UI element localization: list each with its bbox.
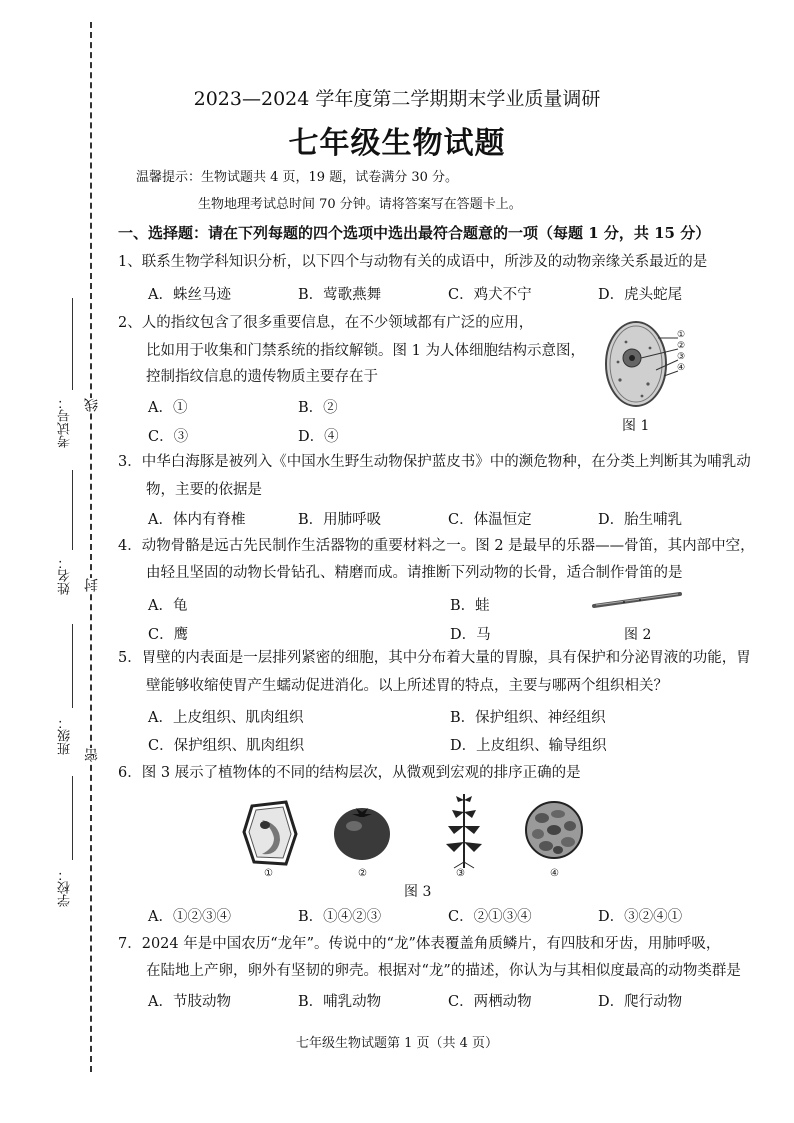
label-school: 学校：: [58, 868, 73, 907]
question-3-line-2: 物，主要的依据是: [146, 482, 262, 498]
question-5-line-2: 壁能够收缩使胃产生蠕动促进消化。以上所述胃的特点，主要与哪两个组织相关？: [146, 678, 668, 694]
q7-option-c: C．两栖动物: [448, 994, 532, 1010]
fig1-marker-4: ④: [677, 363, 686, 373]
figure-3-tomato: [332, 800, 392, 862]
q2-option-b: B．②: [298, 400, 338, 416]
field-school: [72, 776, 73, 860]
figure-1-markers: [677, 330, 685, 374]
binding-char-line: 线: [84, 398, 100, 412]
q2-option-c: C．③: [148, 429, 189, 445]
figure-3-plant: [436, 788, 492, 870]
question-2-line-1: 2、人的指纹包含了很多重要信息，在不少领域都有广泛的应用，: [118, 315, 534, 331]
label-name: 姓名：: [58, 556, 73, 595]
page-footer: 七年级生物试题第 1 页（共 4 页）: [295, 1036, 499, 1051]
question-4-line-1: 4．动物骨骼是远古先民制作生活器物的重要材料之一。图 2 是最早的乐器——骨笛，其内部中空，: [118, 538, 755, 554]
label-exam-number: 考试号：: [58, 396, 73, 448]
figure-2-bone-flute: [590, 588, 688, 612]
q2-option-a: A．①: [148, 400, 188, 416]
question-4-line-2: 由轻且坚固的动物长骨钻孔、精磨而成。请推断下列动物的长骨，适合制作骨笛的是: [146, 565, 683, 581]
figure-3-tissue: [524, 800, 584, 860]
q3-option-c: C．体温恒定: [448, 512, 532, 528]
q7-option-a: A．节肢动物: [148, 994, 231, 1010]
figure-2-caption: 图 2: [624, 627, 652, 643]
question-1: 1、联系生物学科知识分析，以下四个与动物有关的成语中，所涉及的动物亲缘关系最近的是: [118, 254, 708, 270]
tip-line-1: 温馨提示：生物试题共 4 页，19 题，试卷满分 30 分。: [136, 170, 459, 185]
q5-option-b: B．保护组织、神经组织: [450, 710, 606, 726]
q6-option-a: A．①②③④: [148, 909, 231, 925]
q4-option-a: A．龟: [148, 598, 188, 614]
question-2-line-3: 控制指纹信息的遗传物质主要存在于: [146, 369, 378, 385]
field-class: [72, 624, 73, 708]
q7-option-b: B．哺乳动物: [298, 994, 382, 1010]
section-heading: 一、选择题：请在下列每题的四个选项中选出最符合题意的一项（每题 1 分，共 15 分）: [118, 224, 711, 242]
field-name: [72, 470, 73, 550]
binding-dashed-line: [90, 22, 92, 1072]
question-7-line-2: 在陆地上产卵，卵外有坚韧的卵壳。根据对“龙”的描述，你认为与其相似度最高的动物类群是: [146, 963, 741, 979]
fig3-marker-3: ③: [456, 868, 465, 879]
q4-option-c: C．鹰: [148, 627, 189, 643]
q4-option-d: D．马: [450, 627, 491, 643]
question-5-line-1: 5．胃壁的内表面是一层排列紧密的细胞，其中分布着大量的胃腺，具有保护和分泌胃液的功能，胃: [118, 650, 751, 666]
label-class: 班级：: [58, 716, 73, 755]
q1-option-d: D．虎头蛇尾: [598, 287, 683, 303]
q3-option-d: D．胎生哺乳: [598, 512, 683, 528]
binding-char-seal: 封: [84, 578, 100, 592]
q5-option-c: C．保护组织、肌肉组织: [148, 738, 305, 754]
q5-option-d: D．上皮组织、输导组织: [450, 738, 607, 754]
exam-title: 七年级生物试题: [288, 126, 506, 161]
q1-option-b: B．莺歌燕舞: [298, 287, 382, 303]
field-exam-number: [72, 298, 73, 390]
fig3-marker-2: ②: [358, 868, 367, 879]
q7-option-d: D．爬行动物: [598, 994, 683, 1010]
figure-3-plant-cell: [240, 798, 300, 868]
q2-option-d: D．④: [298, 429, 339, 445]
fig1-marker-2: ②: [677, 341, 686, 351]
q5-option-a: A．上皮组织、肌肉组织: [148, 710, 304, 726]
binding-char-secret: 密: [84, 748, 100, 762]
question-6: 6．图 3 展示了植物体的不同的结构层次，从微观到宏观的排序正确的是: [118, 765, 581, 781]
q3-option-b: B．用肺呼吸: [298, 512, 382, 528]
figure-1-caption: 图 1: [622, 418, 650, 434]
q6-option-b: B．①④②③: [298, 909, 382, 925]
q6-option-c: C．②①③④: [448, 909, 532, 925]
q1-option-c: C．鸡犬不宁: [448, 287, 532, 303]
question-7-line-1: 7．2024 年是中国农历“龙年”。传说中的“龙”体表覆盖角质鳞片，有四肢和牙齿，用肺呼吸，: [118, 936, 721, 952]
q1-option-a: A．蛛丝马迹: [148, 287, 231, 303]
fig1-marker-3: ③: [677, 352, 686, 362]
tip-line-2: 生物地理考试总时间 70 分钟。请将答案写在答题卡上。: [198, 197, 522, 212]
question-3-line-1: 3．中华白海豚是被列入《中国水生野生动物保护蓝皮书》中的濒危物种，在分类上判断其为哺乳动: [118, 454, 751, 470]
fig3-marker-4: ④: [550, 868, 559, 879]
q4-option-b: B．蛙: [450, 598, 490, 614]
figure-3-caption: 图 3: [404, 884, 432, 900]
q3-option-a: A．体内有脊椎: [148, 512, 246, 528]
fig1-marker-1: ①: [677, 330, 686, 340]
q6-option-d: D．③②④①: [598, 909, 683, 925]
exam-subtitle: 2023—2024 学年度第二学期期末学业质量调研: [193, 88, 601, 110]
fig3-marker-1: ①: [264, 868, 273, 879]
question-2-line-2: 比如用于收集和门禁系统的指纹解锁。图 1 为人体细胞结构示意图，: [146, 343, 585, 359]
